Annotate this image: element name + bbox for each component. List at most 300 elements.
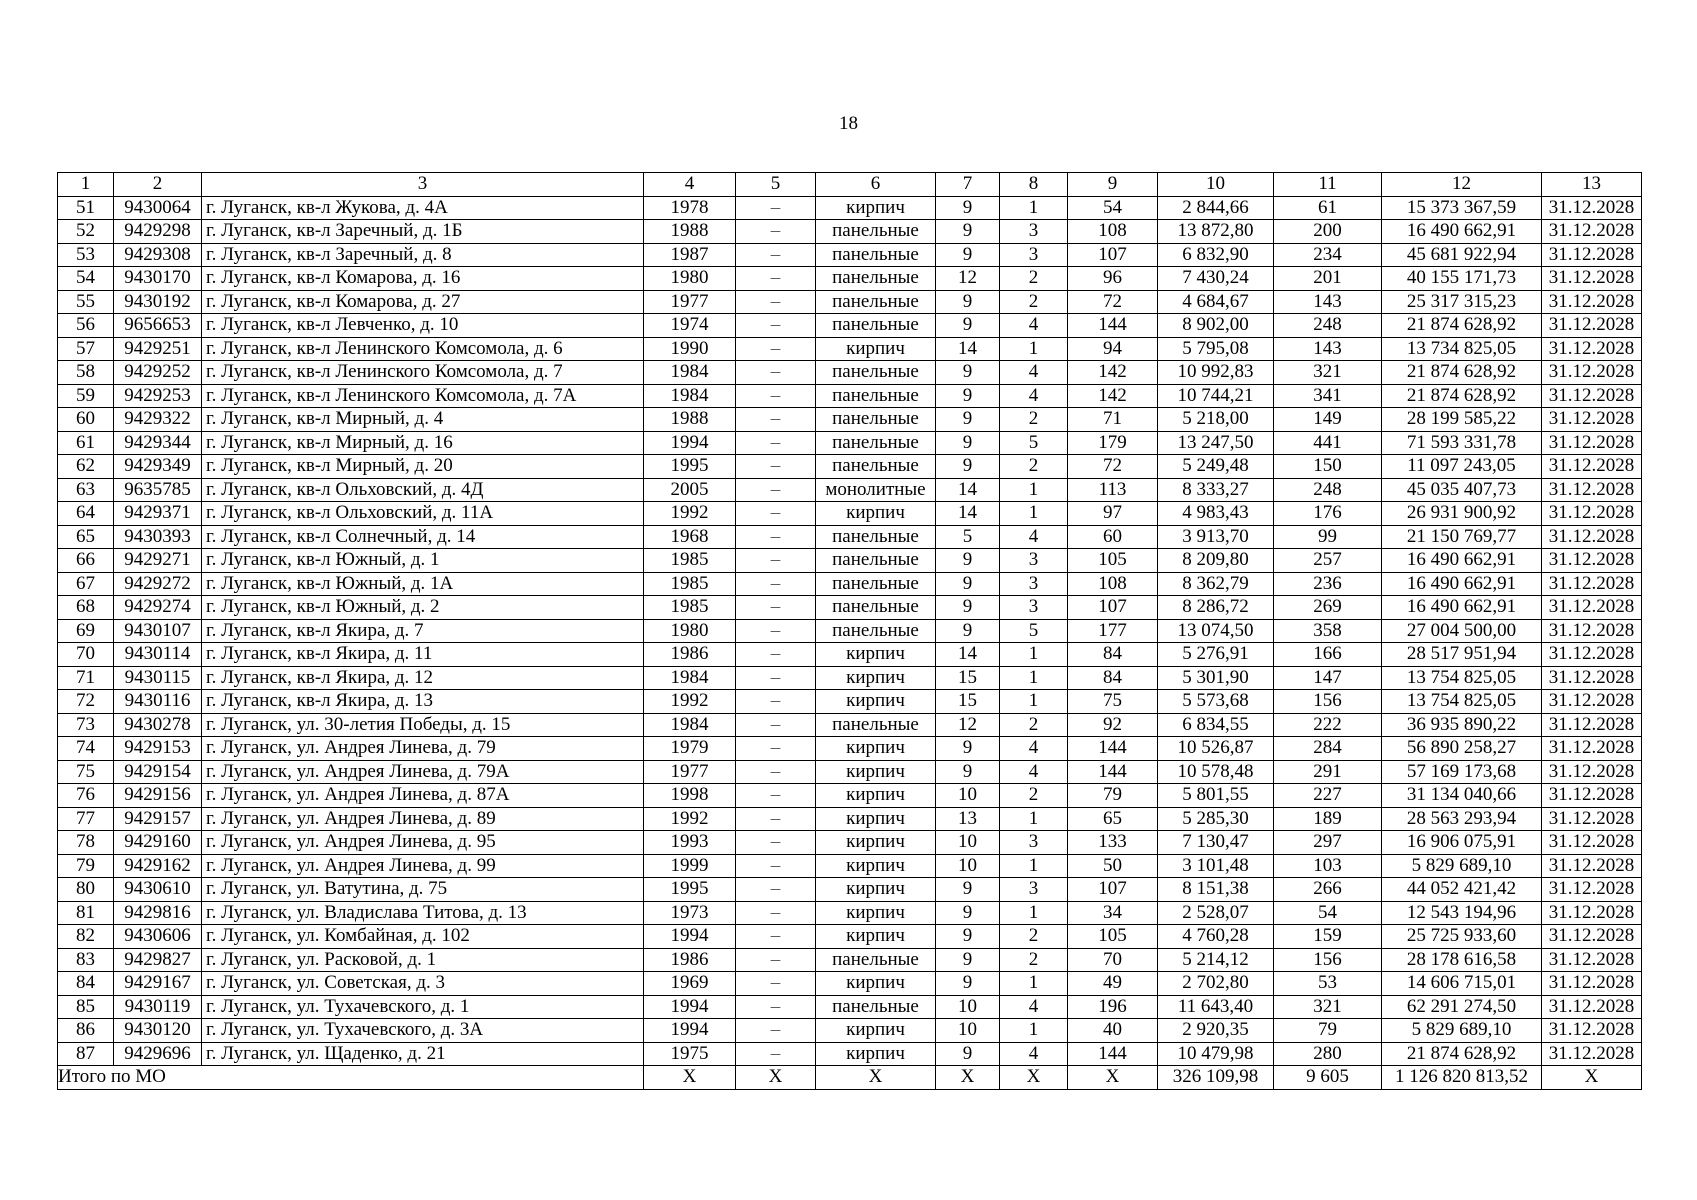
table-row [58,619,1642,643]
cell-entrances: 1 [1000,502,1068,526]
cell-entrances: 5 [1000,619,1068,643]
cell-apartments: 97 [1068,502,1158,526]
cell-cadastral-id: 9430064 [114,196,202,220]
cell-cadastral-id: 9635785 [114,478,202,502]
cell-address: г. Луганск, ул. Владислава Титова, д. 13 [202,901,644,925]
cell-entrances: 1 [1000,478,1068,502]
table-row [58,431,1642,455]
col-header-2: 2 [114,173,202,197]
cell-cadastral-id: 9430278 [114,713,202,737]
cell-col-5-dash: – [736,807,816,831]
cell-deadline: 31.12.2028 [1542,455,1642,479]
cell-cadastral-id: 9429156 [114,784,202,808]
cell-address: г. Луганск, ул. Андрея Линева, д. 89 [202,807,644,831]
cell-deadline: 31.12.2028 [1542,737,1642,761]
cell-cadastral-id: 9429322 [114,408,202,432]
cell-col-5-dash: – [736,619,816,643]
cell-entrances: 4 [1000,384,1068,408]
cell-year-built: 1992 [644,807,736,831]
cell-cadastral-id: 9429274 [114,596,202,620]
cell-address: г. Луганск, кв-л Ольховский, д. 4Д [202,478,644,502]
cell-floors: 9 [936,878,1000,902]
cell-row-number: 74 [58,737,114,761]
cell-wall-material: панельные [816,455,936,479]
cell-apartments: 96 [1068,267,1158,291]
cell-row-number: 65 [58,525,114,549]
cell-cadastral-id: 9429153 [114,737,202,761]
cell-area: 2 702,80 [1158,972,1274,996]
cell-deadline: 31.12.2028 [1542,948,1642,972]
cell-residents: 269 [1274,596,1382,620]
cell-apartments: 65 [1068,807,1158,831]
cell-cost: 13 734 825,05 [1382,337,1542,361]
cell-address: г. Луганск, кв-л Якира, д. 12 [202,666,644,690]
cell-year-built: 1988 [644,220,736,244]
cell-cadastral-id: 9430115 [114,666,202,690]
cell-deadline: 31.12.2028 [1542,267,1642,291]
cell-row-number: 61 [58,431,114,455]
cell-wall-material: кирпич [816,760,936,784]
cell-apartments: 105 [1068,925,1158,949]
cell-year-built: 1984 [644,666,736,690]
total-cell: X [936,1066,1000,1090]
cell-apartments: 144 [1068,737,1158,761]
cell-entrances: 4 [1000,525,1068,549]
cell-col-5-dash: – [736,220,816,244]
cell-area: 6 832,90 [1158,243,1274,267]
cell-cadastral-id: 9429827 [114,948,202,972]
cell-cost: 16 490 662,91 [1382,572,1542,596]
cell-residents: 321 [1274,995,1382,1019]
cell-entrances: 4 [1000,760,1068,784]
cell-row-number: 70 [58,643,114,667]
cell-year-built: 1985 [644,596,736,620]
cell-col-5-dash: – [736,196,816,220]
cell-floors: 9 [936,925,1000,949]
cell-floors: 9 [936,243,1000,267]
cell-floors: 10 [936,995,1000,1019]
cell-cost: 27 004 500,00 [1382,619,1542,643]
cell-residents: 99 [1274,525,1382,549]
cell-apartments: 75 [1068,690,1158,714]
cell-row-number: 81 [58,901,114,925]
total-cell: X [816,1066,936,1090]
cell-col-5-dash: – [736,549,816,573]
cell-year-built: 1994 [644,1019,736,1043]
cell-entrances: 1 [1000,972,1068,996]
table-row [58,502,1642,526]
cell-residents: 61 [1274,196,1382,220]
table-row [58,408,1642,432]
cell-floors: 9 [936,220,1000,244]
cell-cost: 26 931 900,92 [1382,502,1542,526]
cell-cost: 56 890 258,27 [1382,737,1542,761]
cell-cadastral-id: 9430114 [114,643,202,667]
cell-cost: 31 134 040,66 [1382,784,1542,808]
cell-area: 5 218,00 [1158,408,1274,432]
cell-floors: 15 [936,690,1000,714]
cell-residents: 143 [1274,290,1382,314]
cell-entrances: 1 [1000,690,1068,714]
table-row [58,290,1642,314]
cell-area: 2 920,35 [1158,1019,1274,1043]
cell-deadline: 31.12.2028 [1542,549,1642,573]
cell-col-5-dash: – [736,831,816,855]
cell-year-built: 1980 [644,267,736,291]
cell-wall-material: панельные [816,525,936,549]
cell-cost: 5 829 689,10 [1382,854,1542,878]
cell-col-5-dash: – [736,502,816,526]
cell-entrances: 3 [1000,549,1068,573]
cell-residents: 159 [1274,925,1382,949]
cell-col-5-dash: – [736,525,816,549]
total-cell: 9 605 [1274,1066,1382,1090]
cell-row-number: 67 [58,572,114,596]
cell-residents: 441 [1274,431,1382,455]
col-header-4: 4 [644,173,736,197]
cell-apartments: 113 [1068,478,1158,502]
cell-address: г. Луганск, кв-л Комарова, д. 27 [202,290,644,314]
cell-row-number: 60 [58,408,114,432]
cell-address: г. Луганск, ул. Советская, д. 3 [202,972,644,996]
table-row [58,196,1642,220]
cell-floors: 9 [936,972,1000,996]
cell-row-number: 57 [58,337,114,361]
cell-row-number: 52 [58,220,114,244]
cell-col-5-dash: – [736,878,816,902]
cell-cost: 21 874 628,92 [1382,384,1542,408]
cell-address: г. Луганск, ул. Андрея Линева, д. 99 [202,854,644,878]
cell-row-number: 76 [58,784,114,808]
cell-residents: 79 [1274,1019,1382,1043]
cell-deadline: 31.12.2028 [1542,408,1642,432]
cell-wall-material: панельные [816,384,936,408]
cell-year-built: 1979 [644,737,736,761]
cell-cost: 15 373 367,59 [1382,196,1542,220]
cell-row-number: 73 [58,713,114,737]
cell-row-number: 54 [58,267,114,291]
col-header-1: 1 [58,173,114,197]
cell-apartments: 72 [1068,455,1158,479]
cell-deadline: 31.12.2028 [1542,220,1642,244]
cell-address: г. Луганск, кв-л Южный, д. 2 [202,596,644,620]
cell-apartments: 71 [1068,408,1158,432]
cell-cadastral-id: 9430119 [114,995,202,1019]
table-row [58,643,1642,667]
table-row [58,267,1642,291]
cell-cadastral-id: 9429251 [114,337,202,361]
cell-wall-material: панельные [816,361,936,385]
table-row [58,901,1642,925]
cell-wall-material: панельные [816,408,936,432]
cell-year-built: 1994 [644,431,736,455]
cell-entrances: 1 [1000,196,1068,220]
cell-entrances: 3 [1000,220,1068,244]
cell-residents: 291 [1274,760,1382,784]
cell-entrances: 2 [1000,267,1068,291]
col-header-11: 11 [1274,173,1382,197]
cell-cost: 21 874 628,92 [1382,1042,1542,1066]
cell-apartments: 84 [1068,666,1158,690]
total-cell: 1 126 820 813,52 [1382,1066,1542,1090]
cell-floors: 9 [936,760,1000,784]
table-row [58,361,1642,385]
cell-deadline: 31.12.2028 [1542,1042,1642,1066]
cell-cost: 21 150 769,77 [1382,525,1542,549]
cell-cadastral-id: 9429162 [114,854,202,878]
cell-col-5-dash: – [736,1019,816,1043]
cell-col-5-dash: – [736,267,816,291]
cell-apartments: 142 [1068,361,1158,385]
cell-area: 4 684,67 [1158,290,1274,314]
cell-deadline: 31.12.2028 [1542,854,1642,878]
cell-wall-material: кирпич [816,643,936,667]
cell-area: 3 913,70 [1158,525,1274,549]
cell-cost: 28 563 293,94 [1382,807,1542,831]
cell-floors: 10 [936,831,1000,855]
cell-address: г. Луганск, ул. Тухачевского, д. 3А [202,1019,644,1043]
table-row [58,314,1642,338]
cell-entrances: 1 [1000,854,1068,878]
cell-year-built: 1973 [644,901,736,925]
cell-address: г. Луганск, кв-л Южный, д. 1А [202,572,644,596]
cell-apartments: 108 [1068,572,1158,596]
cell-year-built: 1993 [644,831,736,855]
cell-col-5-dash: – [736,361,816,385]
cell-floors: 12 [936,713,1000,737]
cell-area: 8 333,27 [1158,478,1274,502]
cell-apartments: 70 [1068,948,1158,972]
cell-wall-material: кирпич [816,807,936,831]
cell-year-built: 1994 [644,995,736,1019]
cell-deadline: 31.12.2028 [1542,807,1642,831]
cell-residents: 156 [1274,690,1382,714]
cell-year-built: 1986 [644,948,736,972]
cell-col-5-dash: – [736,408,816,432]
cell-year-built: 1985 [644,572,736,596]
cell-deadline: 31.12.2028 [1542,361,1642,385]
total-cell: X [1068,1066,1158,1090]
cell-address: г. Луганск, кв-л Мирный, д. 4 [202,408,644,432]
cell-floors: 9 [936,1042,1000,1066]
cell-entrances: 4 [1000,737,1068,761]
cell-wall-material: кирпич [816,666,936,690]
cell-area: 5 795,08 [1158,337,1274,361]
table-row [58,455,1642,479]
col-header-3: 3 [202,173,644,197]
cell-residents: 222 [1274,713,1382,737]
cell-wall-material: панельные [816,572,936,596]
cell-entrances: 2 [1000,925,1068,949]
cell-apartments: 196 [1068,995,1158,1019]
cell-area: 5 214,12 [1158,948,1274,972]
table-row [58,572,1642,596]
total-row [58,1066,1642,1090]
cell-apartments: 84 [1068,643,1158,667]
cell-cadastral-id: 9430116 [114,690,202,714]
cell-address: г. Луганск, кв-л Левченко, д. 10 [202,314,644,338]
cell-apartments: 92 [1068,713,1158,737]
cell-area: 8 902,00 [1158,314,1274,338]
cell-deadline: 31.12.2028 [1542,572,1642,596]
cell-cadastral-id: 9429298 [114,220,202,244]
cell-deadline: 31.12.2028 [1542,384,1642,408]
cell-deadline: 31.12.2028 [1542,525,1642,549]
cell-year-built: 1980 [644,619,736,643]
cell-deadline: 31.12.2028 [1542,713,1642,737]
cell-col-5-dash: – [736,384,816,408]
table-row [58,690,1642,714]
cell-address: г. Луганск, кв-л Ленинского Комсомола, д. 7 [202,361,644,385]
cell-row-number: 86 [58,1019,114,1043]
total-cell: 326 109,98 [1158,1066,1274,1090]
cell-address: г. Луганск, ул. Ватутина, д. 75 [202,878,644,902]
cell-apartments: 50 [1068,854,1158,878]
cell-floors: 9 [936,948,1000,972]
cell-entrances: 1 [1000,337,1068,361]
column-number-row [58,173,1642,197]
total-cell: X [1542,1066,1642,1090]
cell-wall-material: панельные [816,549,936,573]
table-row [58,1042,1642,1066]
cell-deadline: 31.12.2028 [1542,314,1642,338]
col-header-6: 6 [816,173,936,197]
cell-wall-material: кирпич [816,901,936,925]
col-header-9: 9 [1068,173,1158,197]
cell-floors: 14 [936,502,1000,526]
cell-area: 2 844,66 [1158,196,1274,220]
cell-cost: 45 035 407,73 [1382,478,1542,502]
cell-year-built: 1969 [644,972,736,996]
cell-row-number: 87 [58,1042,114,1066]
cell-apartments: 107 [1068,243,1158,267]
cell-col-5-dash: – [736,455,816,479]
table-row [58,925,1642,949]
cell-year-built: 1987 [644,243,736,267]
cell-row-number: 85 [58,995,114,1019]
cell-cadastral-id: 9429308 [114,243,202,267]
cell-residents: 257 [1274,549,1382,573]
cell-entrances: 4 [1000,1042,1068,1066]
cell-wall-material: панельные [816,431,936,455]
cell-floors: 15 [936,666,1000,690]
cell-cost: 28 517 951,94 [1382,643,1542,667]
cell-cost: 62 291 274,50 [1382,995,1542,1019]
cell-entrances: 3 [1000,572,1068,596]
cell-residents: 234 [1274,243,1382,267]
cell-row-number: 63 [58,478,114,502]
col-header-7: 7 [936,173,1000,197]
cell-entrances: 3 [1000,878,1068,902]
cell-col-5-dash: – [736,784,816,808]
cell-row-number: 78 [58,831,114,855]
cell-col-5-dash: – [736,760,816,784]
cell-floors: 14 [936,478,1000,502]
cell-row-number: 83 [58,948,114,972]
cell-deadline: 31.12.2028 [1542,831,1642,855]
cell-col-5-dash: – [736,901,816,925]
cell-apartments: 133 [1068,831,1158,855]
cell-deadline: 31.12.2028 [1542,478,1642,502]
cell-address: г. Луганск, ул. Щаденко, д. 21 [202,1042,644,1066]
cell-area: 5 801,55 [1158,784,1274,808]
cell-residents: 248 [1274,478,1382,502]
cell-row-number: 82 [58,925,114,949]
cell-year-built: 1984 [644,361,736,385]
cell-residents: 149 [1274,408,1382,432]
cell-cadastral-id: 9430120 [114,1019,202,1043]
cell-area: 10 992,83 [1158,361,1274,385]
col-header-5: 5 [736,173,816,197]
cell-address: г. Луганск, кв-л Мирный, д. 20 [202,455,644,479]
cell-residents: 200 [1274,220,1382,244]
cell-year-built: 1986 [644,643,736,667]
cell-entrances: 2 [1000,290,1068,314]
cell-area: 10 479,98 [1158,1042,1274,1066]
cell-year-built: 1995 [644,455,736,479]
cell-area: 10 744,21 [1158,384,1274,408]
cell-cost: 16 490 662,91 [1382,220,1542,244]
table-row [58,525,1642,549]
cell-residents: 227 [1274,784,1382,808]
table-row [58,384,1642,408]
cell-residents: 248 [1274,314,1382,338]
cell-address: г. Луганск, кв-л Южный, д. 1 [202,549,644,573]
cell-wall-material: панельные [816,596,936,620]
cell-cadastral-id: 9429371 [114,502,202,526]
cell-year-built: 1998 [644,784,736,808]
cell-apartments: 179 [1068,431,1158,455]
cell-cost: 40 155 171,73 [1382,267,1542,291]
cell-row-number: 72 [58,690,114,714]
cell-residents: 321 [1274,361,1382,385]
cell-apartments: 105 [1068,549,1158,573]
cell-cadastral-id: 9430192 [114,290,202,314]
cell-col-5-dash: – [736,314,816,338]
cell-apartments: 94 [1068,337,1158,361]
cell-wall-material: кирпич [816,925,936,949]
cell-col-5-dash: – [736,713,816,737]
cell-floors: 9 [936,408,1000,432]
cell-entrances: 2 [1000,408,1068,432]
cell-row-number: 80 [58,878,114,902]
cell-address: г. Луганск, кв-л Ольховский, д. 11А [202,502,644,526]
cell-cadastral-id: 9430107 [114,619,202,643]
table-row [58,478,1642,502]
cell-col-5-dash: – [736,854,816,878]
cell-col-5-dash: – [736,1042,816,1066]
cell-wall-material: панельные [816,713,936,737]
cell-deadline: 31.12.2028 [1542,995,1642,1019]
cell-floors: 9 [936,572,1000,596]
cell-year-built: 2005 [644,478,736,502]
cell-wall-material: панельные [816,314,936,338]
cell-address: г. Луганск, кв-л Ленинского Комсомола, д. 6 [202,337,644,361]
cell-year-built: 1975 [644,1042,736,1066]
table-row [58,831,1642,855]
cell-deadline: 31.12.2028 [1542,643,1642,667]
cell-col-5-dash: – [736,925,816,949]
cell-deadline: 31.12.2028 [1542,196,1642,220]
cell-entrances: 4 [1000,361,1068,385]
cell-cadastral-id: 9429349 [114,455,202,479]
cell-year-built: 1990 [644,337,736,361]
total-label: Итого по МО [58,1066,644,1090]
cell-wall-material: панельные [816,619,936,643]
cell-residents: 147 [1274,666,1382,690]
cell-cost: 14 606 715,01 [1382,972,1542,996]
table-row [58,854,1642,878]
